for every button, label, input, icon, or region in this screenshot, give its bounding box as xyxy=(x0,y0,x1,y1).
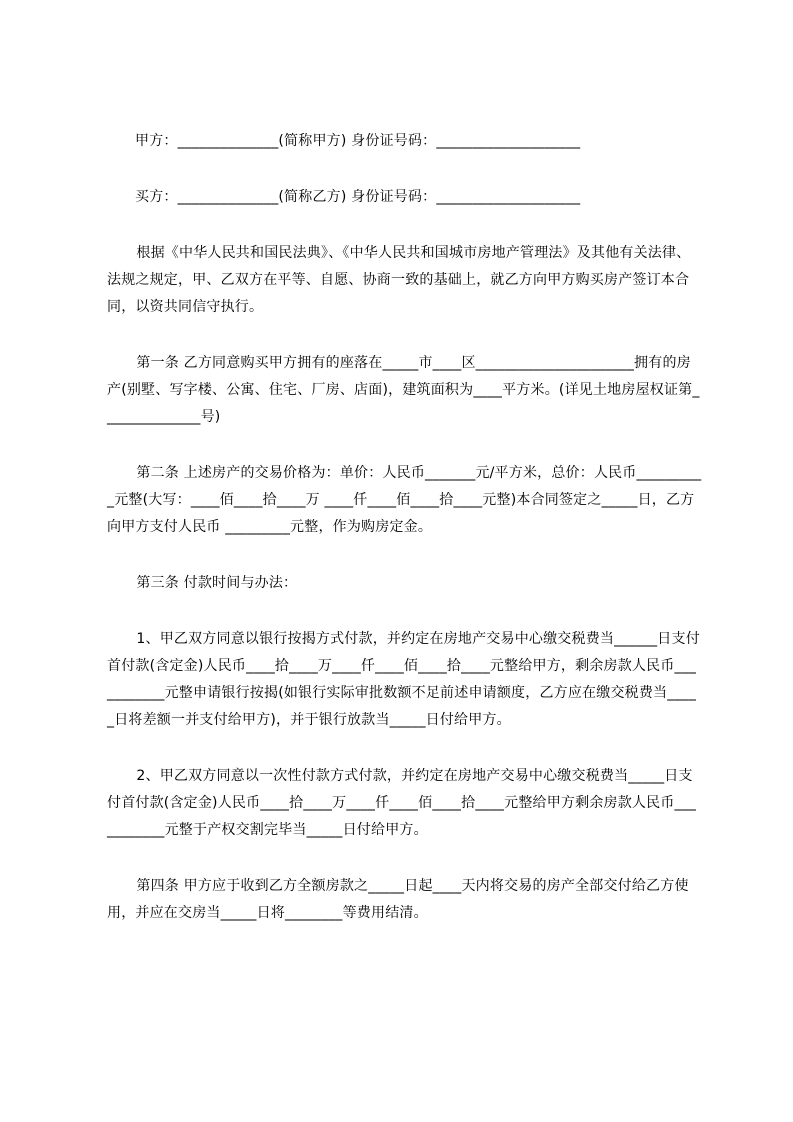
article-3-heading: 第三条 付款时间与办法： xyxy=(136,575,298,591)
payment-option-2-paragraph: 2、甲乙双方同意以一次性付款方式付款，并约定在房地产交易中心缴交税费当_____日支付首付款(含定金)人民币____拾____万____仟____佰____拾____元整给甲方剩余房款人民币___________元整于产权交割完毕当_____日付给甲方。 xyxy=(107,768,697,838)
article-2-paragraph: 第二条 上述房产的交易价格为：单价：人民币_______元/平方米，总价：人民币__________元整(大写：____佰____拾____万 ____仟____佰____拾____元整)本合同签定之_____日，乙方向甲方支付人民币 _________元整，作为购房定金。 xyxy=(107,465,702,535)
buyer-line: 买方：______________(简称乙方) 身份证号码：____________________ xyxy=(135,189,581,205)
article-4-paragraph: 第四条 甲方应于收到乙方全额房款之_____日起____天内将交易的房产全部交付给乙方使用，并应在交房当_____日将________等费用结清。 xyxy=(107,878,689,921)
party-a-line: 甲方：______________(简称甲方) 身份证号码：____________________ xyxy=(135,133,581,149)
contract-body xyxy=(107,128,703,956)
payment-option-1-paragraph: 1、甲乙双方同意以银行按揭方式付款，并约定在房地产交易中心缴交税费当______日支付首付款(含定金)人民币____拾____万____仟____佰____拾____元整给甲方，剩余房款人民币___________元整申请银行按揭(如银行实际审批数额不足前述申请额度，乙方应在缴交税费当_____日将差额一并支付给甲方)，并于银行放款当_____日付给甲方。 xyxy=(107,631,700,728)
article-1-paragraph: 第一条 乙方同意购买甲方拥有的座落在_____市____区______________________拥有的房产(别墅、写字楼、公寓、住宅、厂房、店面)，建筑面积为____平方米。(详见土地房屋权证第______________号) xyxy=(107,355,700,425)
preamble-paragraph: 根据《中华人民共和国民法典》、《中华人民共和国城市房地产管理法》及其他有关法律、法规之规定，甲、乙双方在平等、自愿、协商一致的基础上，就乙方向甲方购买房产签订本合同，以资共同信守执行。 xyxy=(107,245,691,315)
